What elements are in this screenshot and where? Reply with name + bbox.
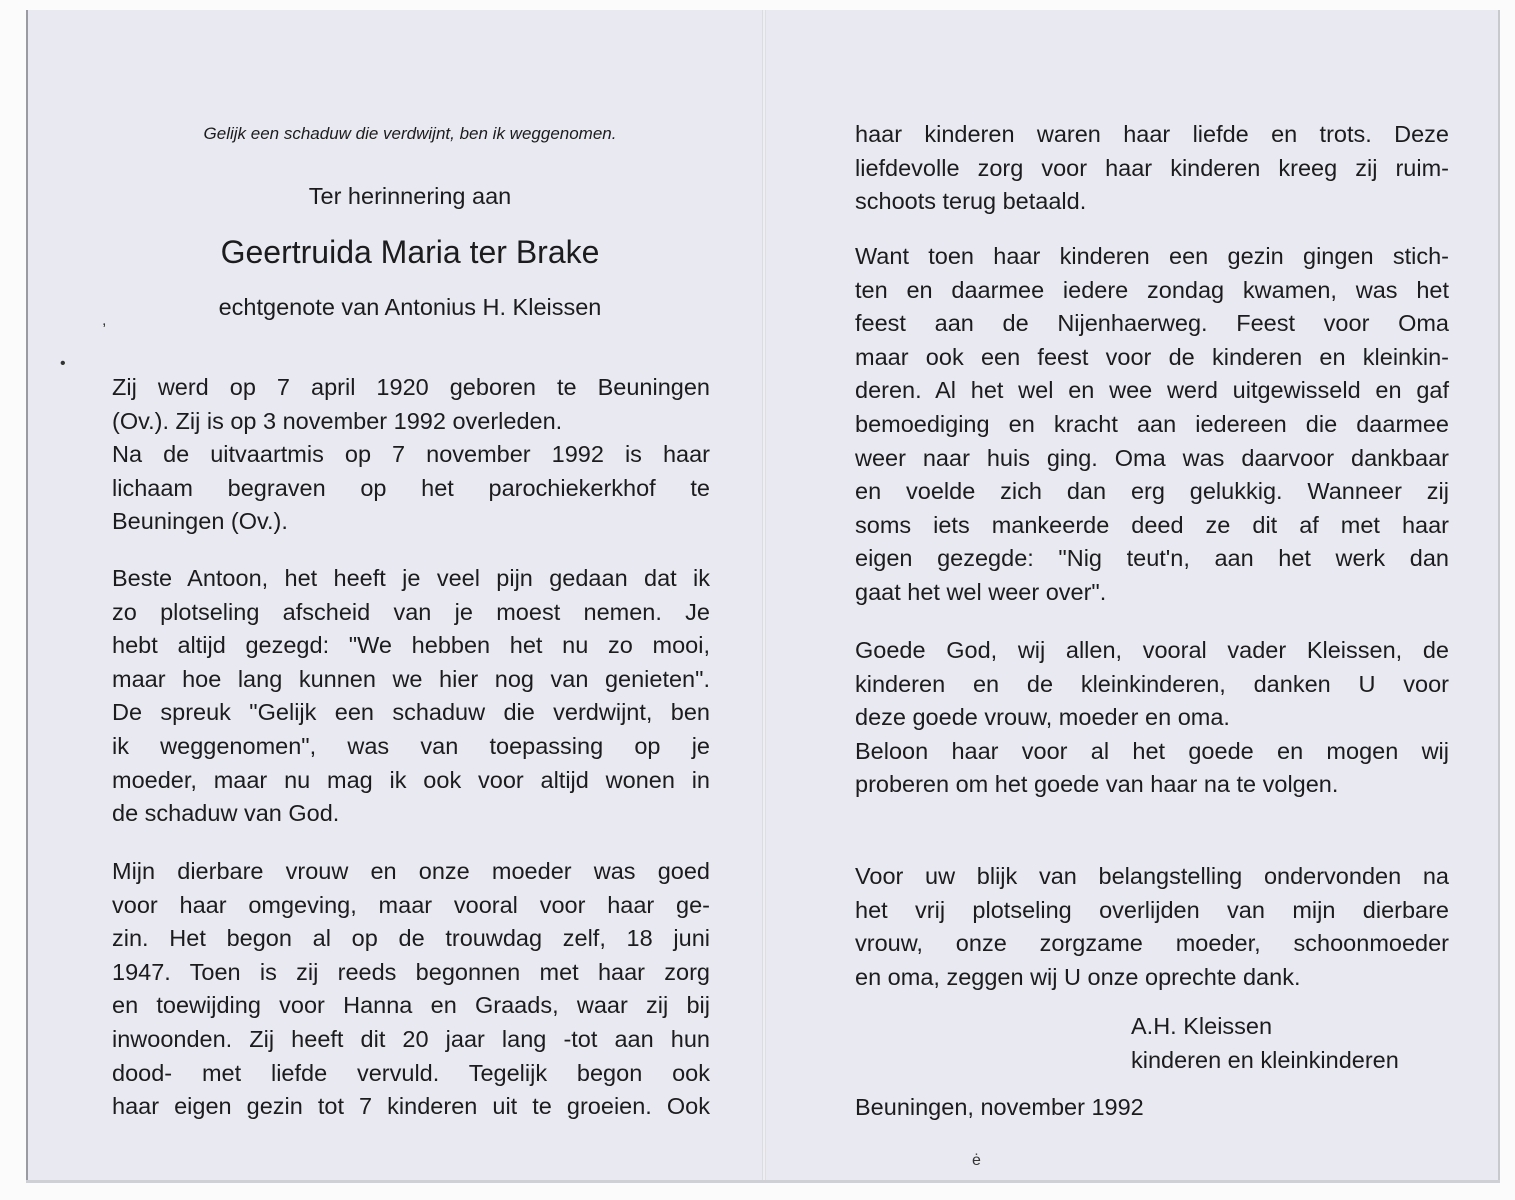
- signature-block: [1131, 1010, 1461, 1077]
- text-line: Na de uitvaartmis op 7 november 1992 is haar: [112, 441, 710, 468]
- text-line: zin. Het begon al op de trouwdag zelf, 18 juni: [112, 925, 710, 952]
- text-line: de schaduw van God.: [112, 800, 340, 827]
- card-fold: [762, 10, 766, 1182]
- thanks-paragraph: [855, 860, 1449, 994]
- print-speck: •: [60, 355, 66, 372]
- remembrance-lead: Ter herinnering aan: [308, 183, 512, 209]
- text-line: gaat het wel weer over".: [855, 578, 1107, 605]
- print-speck: ė: [972, 1152, 981, 1169]
- text-line: Voor uw blijk van belangstelling ondervonden na: [855, 863, 1449, 889]
- text-line: en oma, zeggen wij U onze oprechte dank.: [855, 963, 1301, 990]
- text-line: moeder, maar nu mag ik ook voor altijd wonen in: [112, 766, 710, 793]
- text-line: Mijn dierbare vrouw en onze moeder was goed: [112, 858, 710, 884]
- text-line: vrouw, onze zorgzame moeder, schoonmoeder: [855, 930, 1449, 957]
- text-line: deze goede vrouw, moeder en oma.: [855, 704, 1230, 731]
- text-line: inwoonden. Zij heeft dit 20 jaar lang -tot aan hun: [112, 1025, 710, 1052]
- text-line: en voelde zich dan erg gelukkig. Wanneer zij: [855, 478, 1449, 505]
- family-paragraph: [112, 855, 710, 1124]
- deceased-name: Geertruida Maria ter Brake: [220, 234, 600, 270]
- text-line: maar hoe lang kunnen we hier nog van genieten".: [112, 665, 710, 692]
- text-line: feest aan de Nijenhaerweg. Feest voor Oma: [855, 310, 1449, 337]
- text-line: lichaam begraven op het parochiekerkhof te: [112, 474, 710, 501]
- text-line: (Ov.). Zij is op 3 november 1992 overleden.: [112, 407, 563, 434]
- signature-family: kinderen en kleinkinderen: [1131, 1046, 1399, 1073]
- text-line: Beuningen (Ov.).: [112, 508, 288, 535]
- text-line: hebt altijd gezegd: "We hebben het nu zo mooi,: [112, 632, 710, 659]
- text-line: bemoediging en kracht aan iedereen die daarmee: [855, 410, 1449, 437]
- text-line: Goede God, wij allen, vooral vader Kleissen, de: [855, 637, 1449, 663]
- text-line: Beste Antoon, het heeft je veel pijn gedaan dat ik: [112, 565, 710, 591]
- text-line: proberen om het goede van haar na te volgen.: [855, 771, 1339, 798]
- place-date: Beuningen, november 1992: [855, 1094, 1144, 1120]
- pride-paragraph: [855, 118, 1449, 219]
- text-line: het vrij plotseling overlijden van mijn dierbare: [855, 896, 1449, 923]
- text-line: soms iets mankeerde deed ze dit af met haar: [855, 511, 1449, 538]
- signature-name: A.H. Kleissen: [1131, 1013, 1273, 1039]
- text-line: en toewijding voor Hanna en Graads, waar zij bij: [112, 992, 710, 1019]
- sunday-paragraph: [855, 240, 1449, 610]
- card-edge: [26, 1180, 1500, 1183]
- farewell-paragraph: [112, 562, 710, 831]
- life-dates-paragraph: [112, 371, 710, 539]
- text-line: Beloon haar voor al het goede en mogen wij: [855, 737, 1449, 764]
- text-line: 1947. Toen is zij reeds begonnen met haar zorg: [112, 958, 710, 985]
- text-line: eigen gezegde: "Nig teut'n, aan het werk dan: [855, 545, 1449, 572]
- text-line: maar ook een feest voor de kinderen en kleinkin-: [855, 343, 1449, 370]
- text-line: schoots terug betaald.: [855, 188, 1087, 215]
- text-line: weer naar huis ging. Oma was daarvoor dankbaar: [855, 444, 1449, 471]
- text-line: ik weggenomen", was van toepassing op je: [112, 732, 710, 759]
- text-line: dood- met liefde vervuld. Tegelijk begon ook: [112, 1059, 710, 1086]
- text-line: De spreuk "Gelijk een schaduw die verdwijnt, ben: [112, 699, 710, 726]
- text-line: Zij werd op 7 april 1920 geboren te Beuningen: [112, 374, 710, 400]
- text-line: liefdevolle zorg voor haar kinderen kreeg zij ruim-: [855, 154, 1449, 181]
- print-speck: ,: [102, 312, 107, 329]
- spouse-line: echtgenote van Antonius H. Kleissen: [218, 294, 602, 320]
- text-line: deren. Al het wel en wee werd uitgewisseld en gaf: [855, 377, 1449, 404]
- text-line: haar eigen gezin tot 7 kinderen uit te groeien. Ook: [112, 1093, 710, 1120]
- text-line: kinderen en de kleinkinderen, danken U voor: [855, 670, 1449, 697]
- text-line: zo plotseling afscheid van je moest nemen. Je: [112, 598, 710, 625]
- text-line: haar kinderen waren haar liefde en trots. Deze: [855, 121, 1449, 147]
- text-line: Want toen haar kinderen een gezin gingen stich-: [855, 243, 1449, 269]
- text-line: voor haar omgeving, maar vooral voor haar ge-: [112, 891, 710, 918]
- motto: Gelijk een schaduw die verdwijnt, ben ik weggenomen.: [203, 124, 617, 143]
- prayer-paragraph: [855, 634, 1449, 802]
- text-line: ten en daarmee iedere zondag kwamen, was het: [855, 276, 1449, 303]
